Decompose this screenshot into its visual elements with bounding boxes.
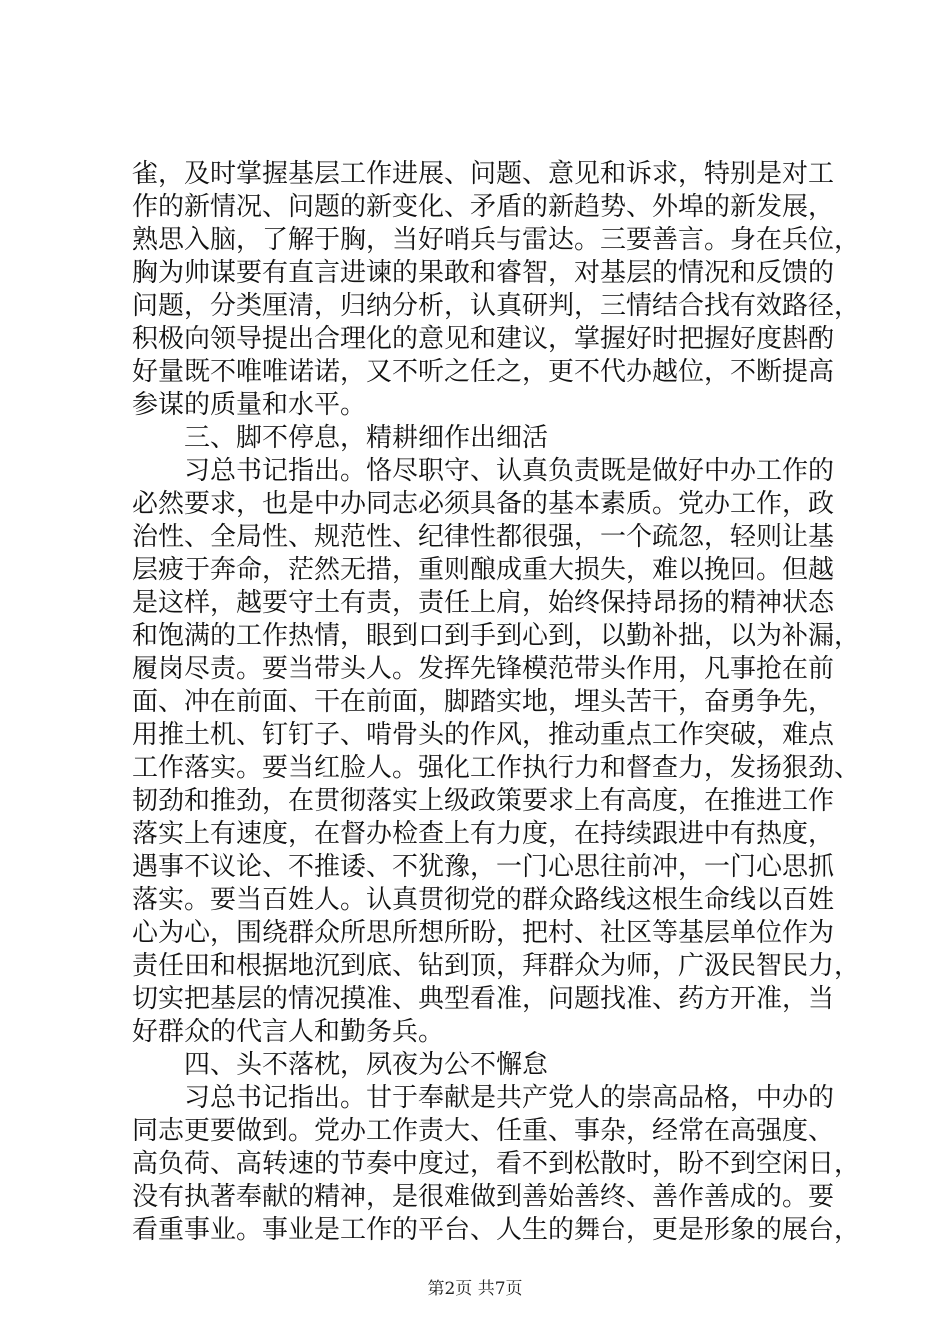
text-line: 胸为帅谋要有直言进谏的果敢和睿智，对基层的情况和反馈的 [132,258,835,288]
page-number-footer: 第2页 共7页 [427,1279,523,1299]
text-line: 面、冲在前面、干在前面，脚踏实地，埋头苦干，奋勇争先， [132,687,835,717]
text-line: 必然要求，也是中办同志必须具备的基本素质。党办工作，政 [132,489,835,519]
document-body [132,158,861,1247]
text-line: 是这样，越要守土有责，责任上肩，始终保持昂扬的精神状态 [132,588,835,618]
text-line: 责任田和根据地沉到底、钻到顶，拜群众为师，广汲民智民力， [132,951,861,981]
section-heading: 三、脚不停息，精耕细作出细活 [184,423,549,453]
text-line: 没有执著奉献的精神，是很难做到善始善终、善作善成的。要 [132,1182,835,1212]
text-line: 遇事不议论、不推诿、不犹豫，一门心思往前冲，一门心思抓 [132,852,835,882]
text-line: 落实上有速度，在督办检查上有力度，在持续跟进中有热度， [132,819,835,849]
text-line: 治性、全局性、规范性、纪律性都很强，一个疏忽，轻则让基 [132,522,835,552]
section-heading: 四、头不落枕，夙夜为公不懈怠 [184,1050,549,1080]
text-line: 问题，分类厘清，归纳分析，认真研判，三情结合找有效路径， [132,291,861,321]
text-line: 心为心，围绕群众所思所想所盼，把村、社区等基层单位作为 [132,918,835,948]
text-line: 作的新情况、问题的新变化、矛盾的新趋势、外埠的新发展， [132,192,835,222]
text-line: 高负荷、高转速的节奏中度过，看不到松散时，盼不到空闲日， [132,1149,861,1179]
text-line: 好群众的代言人和勤务兵。 [132,1017,445,1047]
text-line: 雀，及时掌握基层工作进展、问题、意见和诉求，特别是对工 [132,159,835,189]
text-line: 习总书记指出。甘于奉献是共产党人的崇高品格，中办的 [184,1083,835,1113]
text-line: 韧劲和推劲，在贯彻落实上级政策要求上有高度，在推进工作 [132,786,835,816]
text-line: 工作落实。要当红脸人。强化工作执行力和督查力，发扬狠劲、 [132,753,861,783]
text-line: 用推土机、钉钉子、啃骨头的作风，推动重点工作突破，难点 [132,720,835,750]
text-line: 习总书记指出。恪尽职守、认真负责既是做好中办工作的 [184,456,835,486]
text-line: 层疲于奔命，茫然无措，重则酿成重大损失，难以挽回。但越 [132,555,835,585]
text-line: 落实。要当百姓人。认真贯彻党的群众路线这根生命线以百姓 [132,885,835,915]
text-line: 好量既不唯唯诺诺，又不听之任之，更不代办越位，不断提高 [132,357,835,387]
text-line: 同志更要做到。党办工作责大、任重、事杂，经常在高强度、 [132,1116,835,1146]
text-line: 积极向领导提出合理化的意见和建议，掌握好时把握好度斟酌 [132,324,835,354]
text-line: 看重事业。事业是工作的平台、人生的舞台，更是形象的展台， [132,1215,861,1245]
text-line: 履岗尽责。要当带头人。发挥先锋模范带头作用，凡事抢在前 [132,654,835,684]
text-line: 和饱满的工作热情，眼到口到手到心到，以勤补拙，以为补漏， [132,621,861,651]
text-line: 参谋的质量和水平。 [132,390,367,420]
text-line: 熟思入脑，了解于胸，当好哨兵与雷达。三要善言。身在兵位， [132,225,861,255]
text-line: 切实把基层的情况摸准、典型看准，问题找准、药方开准，当 [132,984,835,1014]
